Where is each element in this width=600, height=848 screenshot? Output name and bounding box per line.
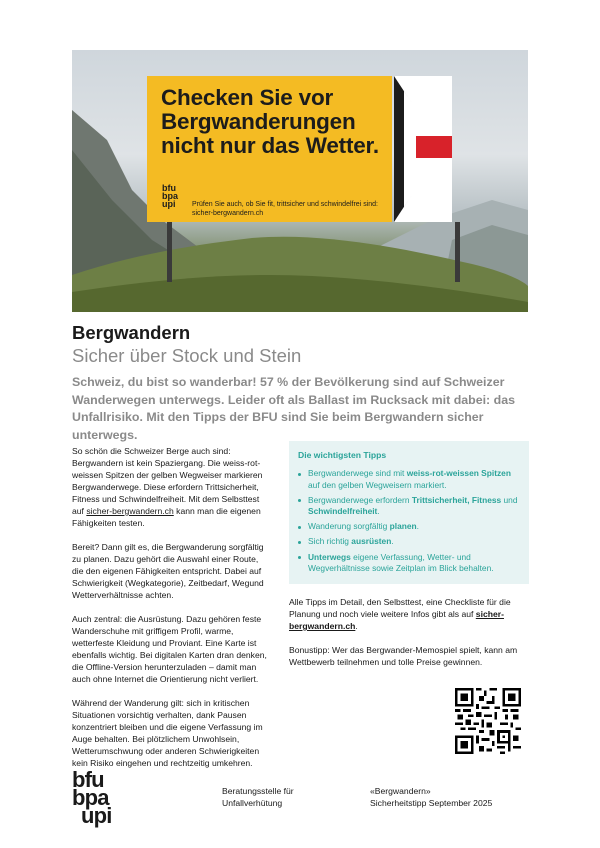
article-subtitle: Sicher über Stock und Stein [72,345,302,366]
sign-post-left [167,222,172,282]
tips-box [289,441,529,584]
tip-item: Sich richtig ausrüsten. [298,536,520,548]
tip-item: Wanderung sorgfältig planen. [298,521,520,533]
paragraph-intro: So schön die Schweizer Berge auch sind: Bergwandern ist kein Spaziergang. Die weiss-rot-weissen Spitzen der gelben Wegweiser markieren Bergwanderwege. Diese erfordern Trittsicherheit, Fitness und Schwindelfreiheit. Mit dem Selbsttest auf sicher-bergwandern.ch kann man die eigenen Fähigkeiten testen. [72,446,263,528]
paragraph-bonus-tip: Bonustipp: Wer das Bergwander-Memospiel spielt, kann am Wettbewerb teilnehmen und tolle Preise gewinnen. [289,645,518,667]
body-right-column [289,596,529,680]
qr-code-icon[interactable] [455,688,521,754]
bfu-logo: bfu bpa upi [72,767,112,828]
tips-title: Die wichtigsten Tipps [298,450,387,460]
tip-item: Bergwanderwege sind mit weiss-rot-weissen Spitzen auf den gelben Wegweisern markiert. [298,468,520,491]
tip-item: Bergwanderwege erfordern Trittsicherheit, Fitness und Schwindelfreiheit. [298,495,520,518]
body-left-column [72,445,272,781]
paragraph-more-info: Alle Tipps im Detail, den Selbsttest, eine Checkliste für die Planung und noch viele weitere Infos gibt als auf sicher-bergwandern.ch. [289,597,511,631]
billboard-subline: Prüfen Sie auch, ob Sie fit, trittsicher und schwindelfrei sind: sicher-bergwandern.ch [192,201,378,217]
website-link[interactable]: sicher-bergwandern.ch [289,609,504,631]
trail-marker-icon [394,76,452,222]
footer-organisation: Beratungsstelle für Unfallverhütung [222,786,294,808]
billboard [147,76,392,222]
selftest-link[interactable]: sicher-bergwandern.ch [86,506,174,516]
signpost-arrow-panel [394,76,452,222]
paragraph-planning: Bereit? Dann gilt es, die Bergwanderung sorgfältig zu planen. Dazu gehört die Auswahl einer Route, die den eigenen Fähigkeiten entspricht. Dabei auf Schwierigkeit (Wegkategorie), Zeitbedarf, Wegund Wetterverhältnisse achten. [72,542,264,600]
paragraph-during-hike: Während der Wanderung gilt: sich in kritischen Situationen vorsichtig verhalten, dank Pausen konzentriert bleiben und die eigene Verfassung im Auge behalten. Bei plötzlichem Unwohlsein, Wetterumschwung oder anderen Schwierigkeiten kein Risiko eingehen und rechtzeitig umkehren. [72,698,263,768]
tip-item: Unterwegs eigene Verfassung, Wetter- und Wegverhältnisse sowie Zeitplan im Blick behalten. [298,552,520,575]
billboard-logo: bfu bpa upi [162,183,179,209]
paragraph-equipment: Auch zentral: die Ausrüstung. Dazu gehören feste Wanderschuhe mit griffigem Profil, warme, wetterfeste Kleidung und Proviant. Eine Karte ist ebenfalls wichtig. Bei digitalen Karten dran denken, die Offline-Version herunterzuladen – damit man auch ohne Internet die Orientierung nicht verliert. [72,614,267,684]
article-lead: Schweiz, du bist so wanderbar! 57 % der Bevölkerung sind auf Schweizer Wanderwegen unterwegs. Leider oft als Ballast im Rucksack mit dabei: das Unfallrisiko. Mit den Tipps der BFU sind Sie beim Bergwandern sicher unterwegs. [72,375,515,442]
billboard-headline: Checken Sie vor Bergwanderungen nicht nur das Wetter. [161,85,379,158]
footer-tip-info: «Bergwandern» Sicherheitstipp September 2025 [370,786,493,808]
article-title: Bergwandern [72,322,191,343]
sign-post-right [455,222,460,282]
hero-photo [72,50,528,312]
